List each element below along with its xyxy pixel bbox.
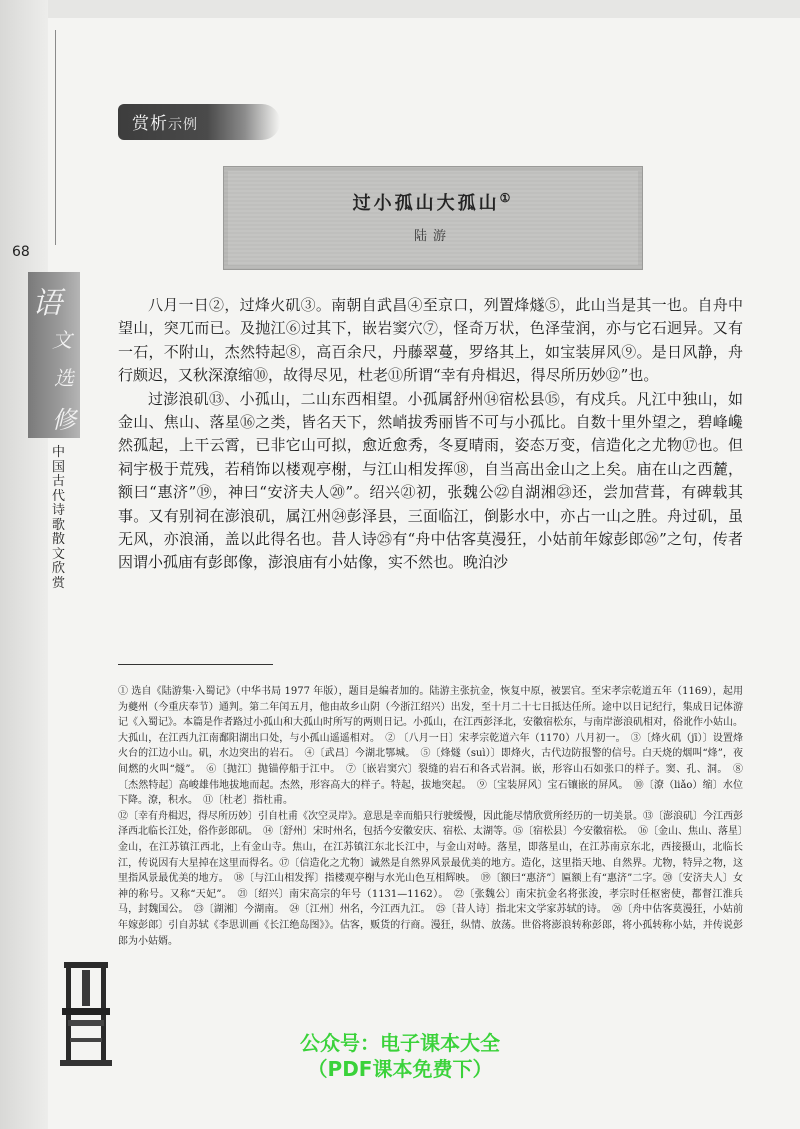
watermark — [0, 1030, 800, 1082]
side-tab-char: 选 — [54, 366, 74, 390]
side-tab-char: 语 — [32, 286, 62, 321]
footnote-rule — [118, 664, 273, 665]
left-margin-band — [0, 0, 48, 1129]
article-paragraph: 过澎浪矶⑬、小孤山，二山东西相望。小孤属舒州⑭宿松县⑮，有戍兵。凡江中独山，如金山、焦山、落星⑯之类，皆名天下，然峭拔秀丽皆不可与小孤比。自数十里外望之，碧峰巉然孤起，上干云霄，已非它山可拟，愈近愈秀，冬夏晴雨，姿态万变，信造化之尤物⑰也。但祠宇极于荒残，若稍饰以楼观亭榭，与江山相发挥⑱，自当高出金山之上矣。庙在山之西麓，额曰“惠济”⑲，神曰“安济夫人⑳”。绍兴㉑初，张魏公㉒自湖湘㉓还，尝加营葺，有碑载其事。又有别祠在澎浪矶，属江州㉔彭泽县，三面临江，倒影水中，亦占一山之胜。舟过矶，虽无风，亦浪涌，盖以此得名也。昔人诗㉕有“舟中估客莫漫狂，小姑前年嫁彭郎㉖”之句，传者因谓小孤庙有彭郎像，澎浪庙有小姑像，实不然也。晚泊沙 — [118, 389, 743, 572]
footnotes — [118, 684, 743, 949]
side-tab-char: 文 — [52, 328, 72, 352]
margin-divider — [55, 30, 56, 245]
watermark-line: （PDF课本免费下） — [307, 1057, 493, 1081]
side-tab — [28, 272, 80, 438]
section-tag-label-small: 示例 — [168, 117, 198, 133]
section-tag — [118, 104, 280, 140]
article-title: 过小孤山大孤山 — [352, 193, 500, 214]
footnote-block: ① 选自《陆游集·入蜀记》（中华书局 1977 年版），题目是编者加的。陆游主张抗金，恢复中原，被罢官。至宋孝宗乾道五年（1169），起用为夔州（今重庆奉节）通判。第二年闰五月，他由故乡山阴（今浙江绍兴）出发，至十月二十七日抵达任所。途中以日记纪行，集成日记体游记《入蜀记》。本篇是作者路过小孤山和大孤山时所写的两则日记。小孤山，在江西彭泽北，安徽宿松东，与南岸澎浪矶相对，俗讹作小姑山。大孤山，在江西九江南鄱阳湖出口处，与小孤山遥遥相对。 ② 〔八月一日〕宋孝宗乾道六年（1170）八月初一。 ③〔烽火矶（jī）〕设置烽火台的江边小山。矶，水边突出的岩石。 ④〔武昌〕今湖北鄂城。 ⑤〔烽燧（suì）〕即烽火，古代边防报警的信号。白天烧的烟叫“烽”，夜间燃的火叫“燧”。 ⑥〔抛江〕抛锚停船于江中。 ⑦〔嵌岩窦穴〕裂缝的岩石和各式岩洞。嵌，形容山石如张口的样子。窦、孔、洞。 ⑧〔杰然特起〕高峻雄伟地拔地而起。杰然，形容高大的样子。特起，拔地突起。 ⑨〔宝装屏风〕宝石镶嵌的屏风。 ⑩〔潦（liǎo）缩〕水位下降。潦，积水。 ⑪〔杜老〕指杜甫。 — [118, 686, 743, 807]
footnote-block: ⑫〔幸有舟楫迟，得尽所历妙〕引自杜甫《次空灵岸》。意思是幸而船只行驶缓慢，因此能尽情欣赏所经历的一切美景。⑬〔澎浪矶〕今江西彭泽西北临长江处，俗作彭郎矶。 ⑭〔舒州〕宋时州名，包括今安徽安庆、宿松、太湖等。⑮〔宿松县〕今安徽宿松。 ⑯〔金山、焦山、落星〕金山，在江苏镇江西北，上有金山寺。焦山，在江苏镇江东北长江中，与金山对峙。落星，即落星山，在江苏南京东北，西接摄山，北临长江，传说因有大星掉在这里而得名。⑰〔信造化之尤物〕诚然是自然界风景最优美的地方。造化，这里指天地、自然界。尤物，特异之物，这里指风景最优美的地方。 ⑱〔与江山相发挥〕指楼观亭榭与水光山色互相辉映。 ⑲〔额曰“惠济”〕匾额上有“惠济”二字。⑳〔安济夫人〕女神的称号。又称“天妃”。 ㉑〔绍兴〕南宋高宗的年号（1131—1162）。 ㉒〔张魏公〕南宋抗金名将张浚，孝宗时任枢密使，都督江淮兵马，封魏国公。 ㉓〔湖湘〕今湖南。 ㉔〔江州〕州名，今江西九江。 ㉕〔昔人诗〕指北宋文学家苏轼的诗。 ㉖〔舟中估客莫漫狂，小姑前年嫁彭郎〕引自苏轼《李思训画《长江绝岛图》》。估客，贩货的行商。漫狂，纵情、放荡。世俗将澎浪转称彭郎，将小孤转称小姑，并传说彭郎为小姑婿。 — [118, 810, 743, 947]
top-band — [0, 0, 800, 18]
article-body — [118, 294, 743, 575]
book-series-caption: 中国古代诗歌散文欣赏 — [52, 445, 66, 591]
watermark-line: 公众号：电子课本大全 — [300, 1031, 500, 1055]
page-number: 68 — [12, 244, 30, 260]
article-title-footnote-mark: ① — [499, 191, 514, 205]
section-tag-label — [132, 109, 198, 134]
section-tag-label-main: 赏析 — [132, 114, 168, 134]
article-title-line — [224, 189, 642, 215]
article-title-box — [223, 166, 643, 270]
article-author: 陆游 — [413, 229, 452, 244]
side-tab-char: 修 — [52, 406, 76, 434]
article-paragraph: 八月一日②，过烽火矶③。南朝自武昌④至京口，列置烽燧⑤，此山当是其一也。自舟中望山，突兀而已。及抛江⑥过其下，嵌岩窦穴⑦，怪奇万状，色泽莹润，亦与它石迥异。又有一石，不附山，杰然特起⑧，高百余尺，丹藤翠蔓，罗络其上，如宝装屏风⑨。是日风静，舟行颇迟，又秋深潦缩⑩，故得尽见，杜老⑪所谓“幸有舟楫迟，得尽所历妙⑫”也。 — [118, 296, 743, 385]
